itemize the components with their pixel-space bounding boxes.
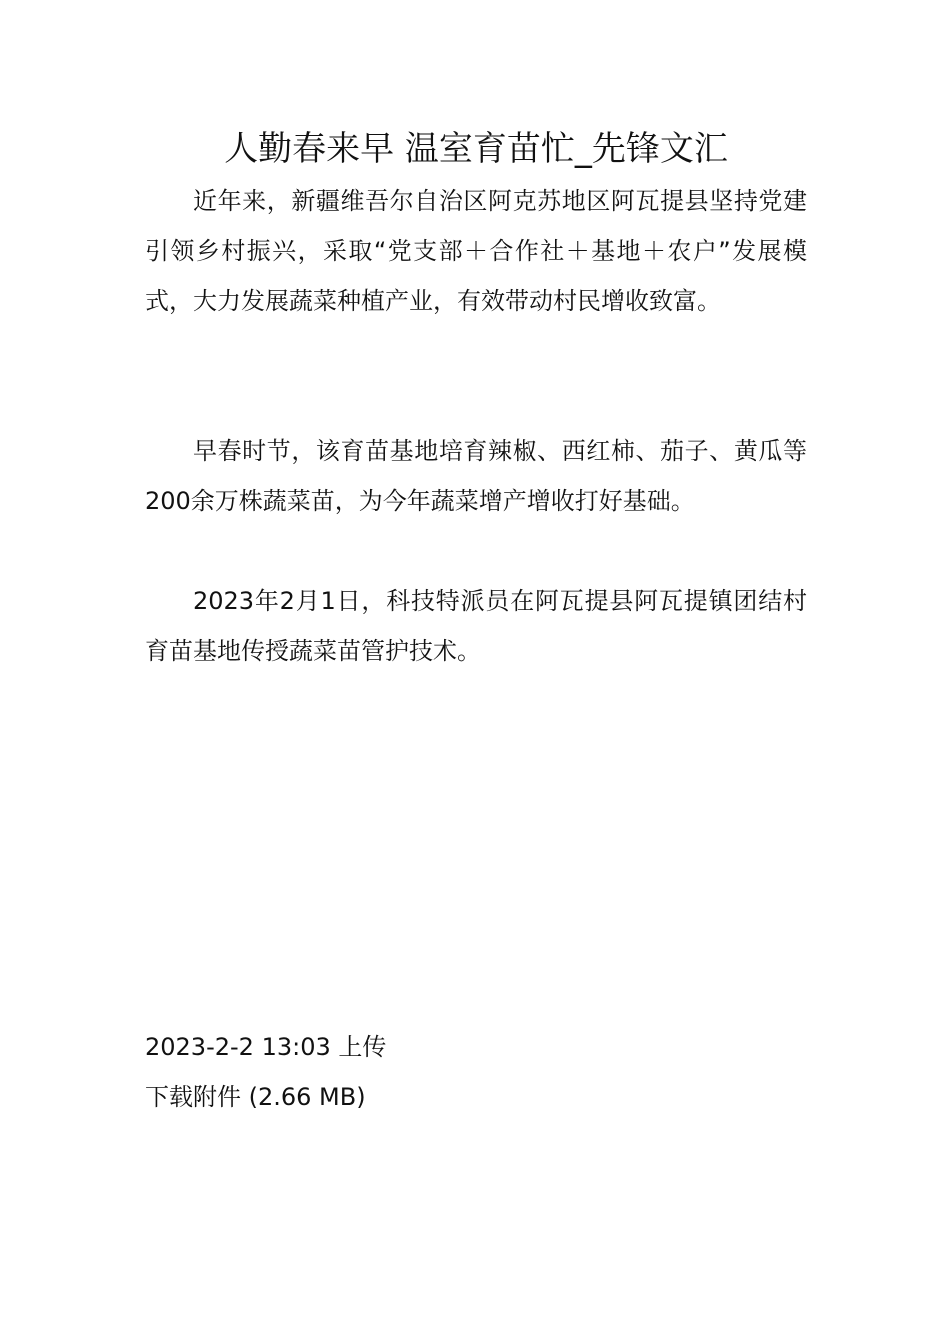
article-paragraph-2: 早春时节，该育苗基地培育辣椒、西红柿、茄子、黄瓜等200余万株蔬菜苗，为今年蔬菜增产增收打好基础。: [145, 437, 807, 515]
download-attachment-link[interactable]: 下载附件 (2.66 MB): [145, 1083, 366, 1111]
upload-timestamp: 2023-2-2 13:03 上传: [145, 1033, 387, 1061]
article-title: 人勤春来早 温室育苗忙_先锋文汇: [224, 129, 728, 169]
article-paragraph-1: 近年来，新疆维吾尔自治区阿克苏地区阿瓦提县坚持党建引领乡村振兴，采取“党支部＋合作社＋基地＋农户”发展模式，大力发展蔬菜种植产业，有效带动村民增收致富。: [145, 187, 807, 315]
article-paragraph-3: 2023年2月1日，科技特派员在阿瓦提县阿瓦提镇团结村育苗基地传授蔬菜苗管护技术。: [145, 587, 807, 665]
